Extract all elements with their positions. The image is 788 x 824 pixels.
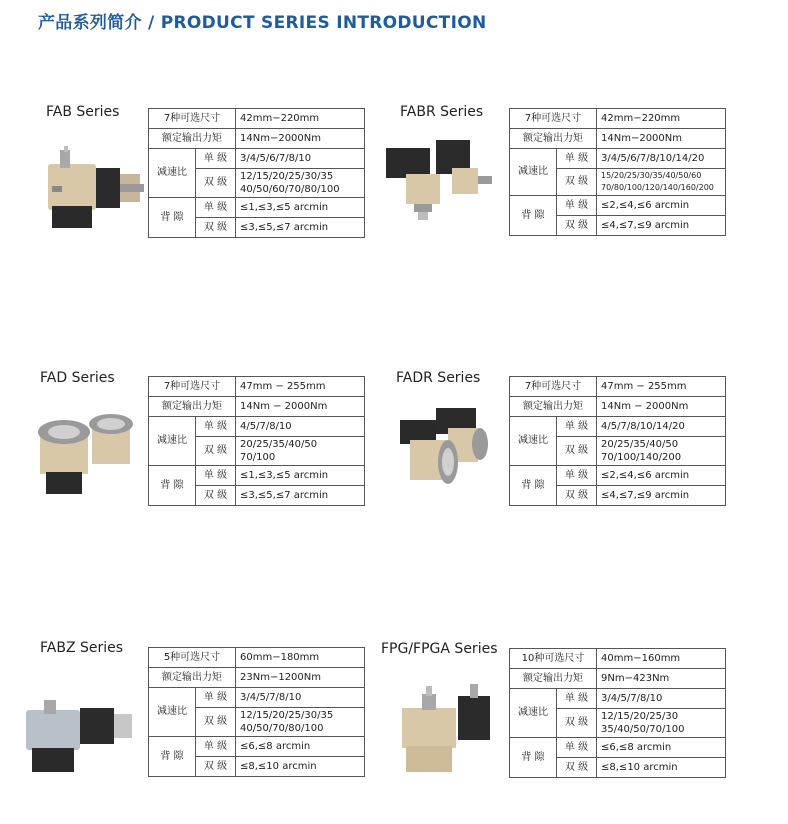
ratio-double-value [597, 709, 726, 738]
torque-value: 14Nm−2000Nm [236, 129, 365, 149]
series-title-fabr: FABR Series [400, 104, 484, 120]
ratio-double-value [236, 169, 365, 198]
table-row [149, 109, 365, 129]
ratio-double-value [597, 437, 726, 466]
ratio-single-value: 4/5/7/8/10/14/20 [597, 417, 726, 437]
torque-value: 14Nm − 2000Nm [236, 397, 365, 417]
sizes-label: 5种可选尺寸 [149, 648, 236, 668]
ratio-label: 减速比 [510, 417, 557, 466]
backlash-double-value: ≤8,≤10 arcmin [236, 757, 365, 777]
page-title: 产品系列简介 / PRODUCT SERIES INTRODUCTION [38, 13, 487, 33]
table-row [510, 649, 726, 669]
single-label: 单 级 [557, 196, 597, 216]
backlash-single-value: ≤1,≤3,≤5 arcmin [236, 466, 365, 486]
backlash-label: 背 隙 [149, 737, 196, 777]
table-row [510, 397, 726, 417]
double-label: 双 级 [557, 169, 597, 196]
spec-table-fpg [509, 648, 726, 778]
table-row [149, 737, 365, 757]
series-title-fpg: FPG/FPGA Series [381, 641, 498, 657]
table-row [510, 149, 726, 169]
table-row [149, 417, 365, 437]
sizes-value: 47mm − 255mm [597, 377, 726, 397]
table-row [149, 149, 365, 169]
ratio-label: 减速比 [149, 149, 196, 198]
double-label: 双 级 [196, 437, 236, 466]
table-row [510, 377, 726, 397]
backlash-label: 背 隙 [510, 196, 557, 236]
ratio-double-value [236, 708, 365, 737]
sizes-value: 60mm−180mm [236, 648, 365, 668]
ratio-double-line-2: 70/100 [240, 452, 276, 463]
backlash-double-value: ≤4,≤7,≤9 arcmin [597, 486, 726, 506]
single-label: 单 级 [196, 737, 236, 757]
single-label: 单 级 [557, 466, 597, 486]
ratio-double-value [597, 169, 726, 196]
backlash-label: 背 隙 [510, 466, 557, 506]
ratio-single-value: 3/4/5/6/7/8/10 [236, 149, 365, 169]
ratio-double-line-2: 70/100/140/200 [601, 452, 682, 463]
single-label: 单 级 [196, 466, 236, 486]
sizes-label: 7种可选尺寸 [149, 109, 236, 129]
torque-value: 14Nm−2000Nm [597, 129, 726, 149]
single-label: 单 级 [196, 149, 236, 169]
double-label: 双 级 [557, 709, 597, 738]
backlash-single-value: ≤2,≤4,≤6 arcmin [597, 196, 726, 216]
backlash-single-value: ≤6,≤8 arcmin [597, 738, 726, 758]
ratio-double-line-2: 70/80/100/120/140/160/200 [601, 183, 714, 192]
backlash-double-value: ≤3,≤5,≤7 arcmin [236, 486, 365, 506]
backlash-single-value: ≤2,≤4,≤6 arcmin [597, 466, 726, 486]
ratio-double-line-1: 12/15/20/25/30/35 [240, 710, 334, 721]
sizes-value: 40mm−160mm [597, 649, 726, 669]
product-image-fabz [20, 696, 138, 780]
product-image-fadr [396, 406, 500, 498]
ratio-double-line-1: 12/15/20/25/30/35 [240, 171, 334, 182]
double-label: 双 级 [196, 757, 236, 777]
single-label: 单 级 [557, 689, 597, 709]
backlash-label: 背 隙 [510, 738, 557, 778]
double-label: 双 级 [196, 169, 236, 198]
torque-value: 23Nm−1200Nm [236, 668, 365, 688]
torque-value: 9Nm−423Nm [597, 669, 726, 689]
ratio-label: 减速比 [510, 689, 557, 738]
table-row [510, 129, 726, 149]
single-label: 单 级 [557, 738, 597, 758]
table-row [510, 466, 726, 486]
ratio-double-value [236, 437, 365, 466]
sizes-value: 47mm − 255mm [236, 377, 365, 397]
sizes-label: 7种可选尺寸 [510, 109, 597, 129]
series-title-fad: FAD Series [40, 370, 115, 386]
table-row [149, 377, 365, 397]
table-row [510, 669, 726, 689]
table-row [510, 417, 726, 437]
ratio-double-line-1: 20/25/35/40/50 [601, 439, 679, 450]
spec-table-fadr [509, 376, 726, 506]
spec-table-fabr [509, 108, 726, 236]
table-row [149, 198, 365, 218]
spec-table-fad [148, 376, 365, 506]
backlash-single-value: ≤1,≤3,≤5 arcmin [236, 198, 365, 218]
series-title-fadr: FADR Series [396, 370, 481, 386]
ratio-single-value: 4/5/7/8/10 [236, 417, 365, 437]
ratio-label: 减速比 [149, 417, 196, 466]
sizes-value: 42mm−220mm [236, 109, 365, 129]
ratio-double-line-2: 35/40/50/70/100 [601, 724, 685, 735]
table-row [149, 648, 365, 668]
torque-label: 额定输出力矩 [149, 668, 236, 688]
single-label: 单 级 [196, 688, 236, 708]
single-label: 单 级 [196, 198, 236, 218]
table-row [149, 688, 365, 708]
double-label: 双 级 [196, 486, 236, 506]
backlash-double-value: ≤3,≤5,≤7 arcmin [236, 218, 365, 238]
ratio-single-value: 3/4/5/7/8/10 [597, 689, 726, 709]
torque-label: 额定输出力矩 [510, 129, 597, 149]
torque-label: 额定输出力矩 [510, 397, 597, 417]
sizes-label: 7种可选尺寸 [149, 377, 236, 397]
backlash-single-value: ≤6,≤8 arcmin [236, 737, 365, 757]
torque-label: 额定输出力矩 [510, 669, 597, 689]
product-image-fad [34, 412, 138, 498]
product-image-fabr [384, 138, 496, 222]
sizes-label: 7种可选尺寸 [510, 377, 597, 397]
double-label: 双 级 [196, 218, 236, 238]
ratio-double-line-1: 20/25/35/40/50 [240, 439, 318, 450]
sizes-value: 42mm−220mm [597, 109, 726, 129]
spec-table-fabz [148, 647, 365, 777]
double-label: 双 级 [557, 216, 597, 236]
ratio-label: 减速比 [510, 149, 557, 196]
backlash-double-value: ≤8,≤10 arcmin [597, 758, 726, 778]
single-label: 单 级 [557, 417, 597, 437]
table-row [149, 397, 365, 417]
ratio-label: 减速比 [149, 688, 196, 737]
double-label: 双 级 [557, 758, 597, 778]
table-row [510, 689, 726, 709]
torque-value: 14Nm − 2000Nm [597, 397, 726, 417]
single-label: 单 级 [557, 149, 597, 169]
series-title-fab: FAB Series [46, 104, 120, 120]
table-row [510, 196, 726, 216]
ratio-double-line-1: 12/15/20/25/30 [601, 711, 679, 722]
torque-label: 额定输出力矩 [149, 129, 236, 149]
table-row [149, 668, 365, 688]
product-image-fab [34, 146, 144, 232]
product-image-fpg [396, 682, 500, 780]
torque-label: 额定输出力矩 [149, 397, 236, 417]
double-label: 双 级 [557, 486, 597, 506]
table-row [510, 738, 726, 758]
spec-table-fab [148, 108, 365, 238]
ratio-double-line-2: 40/50/60/70/80/100 [240, 184, 340, 195]
backlash-label: 背 隙 [149, 466, 196, 506]
table-row [149, 466, 365, 486]
sizes-label: 10种可选尺寸 [510, 649, 597, 669]
table-row [149, 129, 365, 149]
single-label: 单 级 [196, 417, 236, 437]
backlash-double-value: ≤4,≤7,≤9 arcmin [597, 216, 726, 236]
double-label: 双 级 [196, 708, 236, 737]
series-title-fabz: FABZ Series [40, 640, 124, 656]
ratio-single-value: 3/4/5/7/8/10 [236, 688, 365, 708]
ratio-double-line-1: 15/20/25/30/35/40/50/60 [601, 171, 702, 180]
ratio-double-line-2: 40/50/70/80/100 [240, 723, 324, 734]
table-row [510, 109, 726, 129]
double-label: 双 级 [557, 437, 597, 466]
backlash-label: 背 隙 [149, 198, 196, 238]
ratio-single-value: 3/4/5/6/7/8/10/14/20 [597, 149, 726, 169]
